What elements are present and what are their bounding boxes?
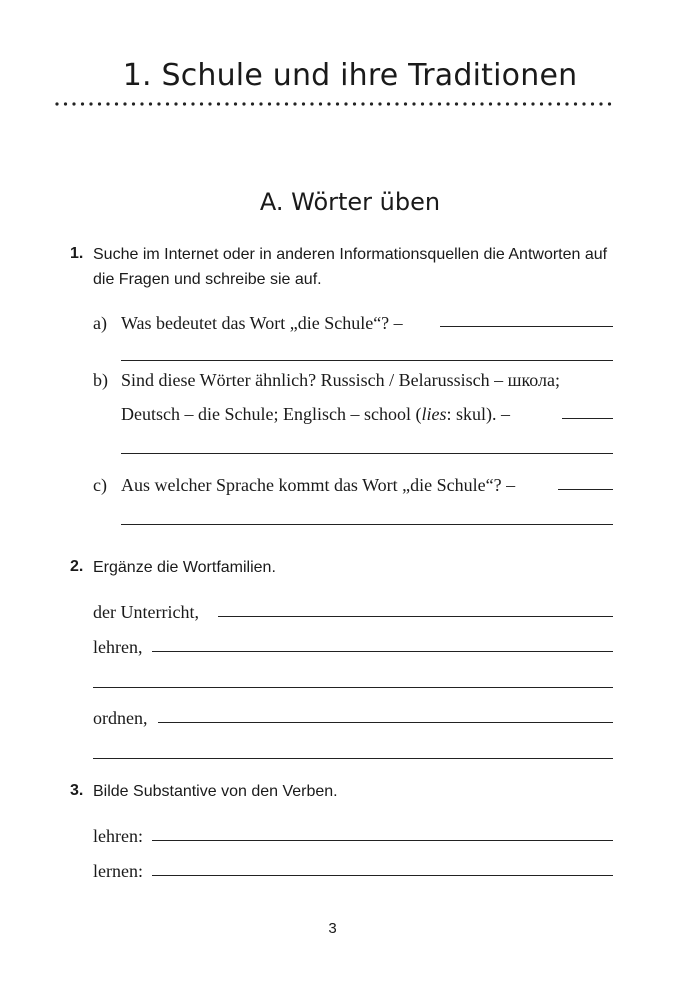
answer-line-1a-2[interactable] <box>121 360 613 361</box>
task-1c-label: c) <box>93 475 107 495</box>
word-family-der-unterricht: der Unterricht, <box>93 602 199 622</box>
task-1b-text-start: Deutsch – die Schule; Englisch – school ( <box>121 404 422 424</box>
answer-line-2-5[interactable] <box>93 758 613 759</box>
task-1b-label: b) <box>93 370 108 390</box>
word-family-ordnen: ordnen, <box>93 708 148 728</box>
verb-lernen: lernen: <box>93 861 143 881</box>
task-1a-label: a) <box>93 313 107 333</box>
answer-line-1c-2[interactable] <box>121 524 613 525</box>
task-3-number: 3. <box>70 782 84 799</box>
answer-line-1b-2[interactable] <box>121 453 613 454</box>
answer-line-1c-1[interactable] <box>558 489 613 490</box>
answer-line-2-3[interactable] <box>93 687 613 688</box>
answer-line-2-1[interactable] <box>218 616 613 617</box>
section-title: A. Wörter üben <box>259 188 441 216</box>
page-number: 3 <box>328 920 337 937</box>
answer-line-2-2[interactable] <box>152 651 613 652</box>
task-1b-question-line2 <box>121 404 510 425</box>
task-1b-question-line1: Sind diese Wörter ähnlich? Russisch / Belarussisch – школа; <box>121 370 561 390</box>
task-2-instruction: Ergänze die Wortfamilien. <box>93 559 276 576</box>
task-1-instruction: Suche im Internet oder in anderen Informationsquellen die Antworten auf die Fragen und schreibe sie auf. <box>93 246 608 288</box>
answer-line-1a-1[interactable] <box>440 326 613 327</box>
task-1a-question: Was bedeutet das Wort „die Schule“? – <box>121 313 403 333</box>
task-2-number: 2. <box>70 558 84 575</box>
answer-line-2-4[interactable] <box>158 722 613 723</box>
verb-lehren: lehren: <box>93 826 143 846</box>
task-3-instruction: Bilde Substantive von den Verben. <box>93 783 338 800</box>
task-1b-text-end: : skul). – <box>446 404 510 424</box>
task-1-number: 1. <box>70 245 84 262</box>
task-1c-question: Aus welcher Sprache kommt das Wort „die Schule“? – <box>121 475 516 495</box>
answer-line-3-1[interactable] <box>152 840 613 841</box>
dotted-divider <box>55 97 620 111</box>
task-1b-text-italic: lies <box>421 404 447 424</box>
chapter-title: 1. Schule und ihre Traditionen <box>122 58 578 93</box>
answer-line-3-2[interactable] <box>152 875 613 876</box>
answer-line-1b-1[interactable] <box>562 418 613 419</box>
word-family-lehren: lehren, <box>93 637 143 657</box>
